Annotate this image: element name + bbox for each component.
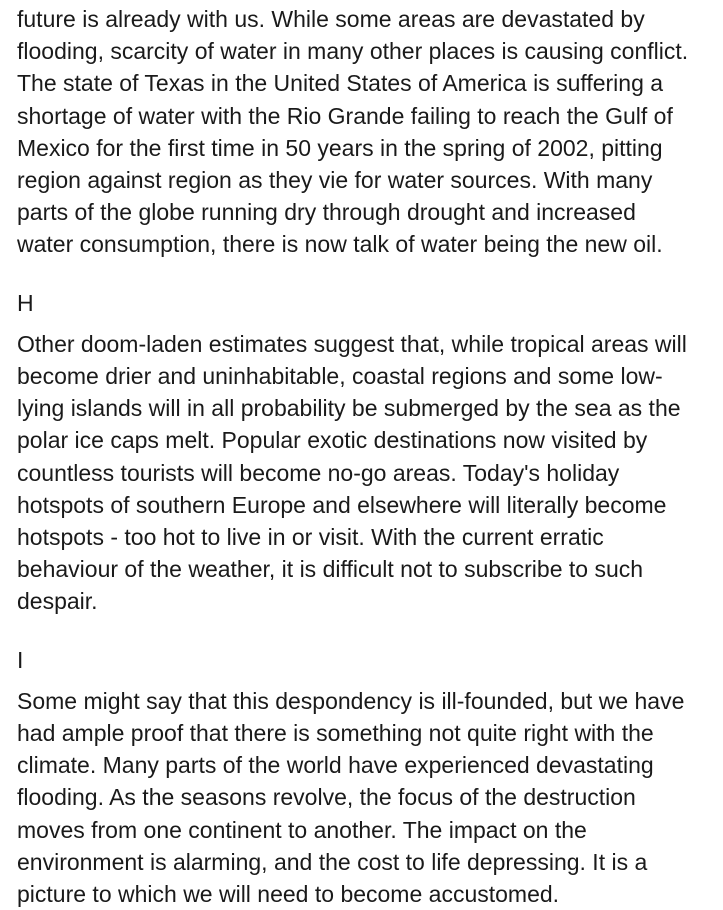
document-page bbox=[17, 3, 721, 910]
paragraph-g-continuation: future is already with us. While some areas are devastated by flooding, scarcity of water in many other places is causing conflict. The state of Texas in the United States of America is suffering a shortage of water with the Rio Grande failing to reach the Gulf of Mexico for the first time in 50 years in the spring of 2002, pitting region against region as they vie for water sources. With many parts of the globe running dry through drought and increased water consumption, there is now talk of water being the new oil. bbox=[17, 6, 689, 258]
paragraph-i: Some might say that this despondency is ill-founded, but we have had ample proof that there is something not quite right with the climate. Many parts of the world have experienced devastating flooding. As the seasons revolve, the focus of the destruction moves from one continent to another. The impact on the environment is alarming, and the cost to life depressing. It is a picture to which we will need to become accustomed. bbox=[17, 687, 685, 908]
section-letter-i: I bbox=[17, 646, 24, 673]
section-letter-h: H bbox=[17, 289, 34, 316]
paragraph-h: Other doom-laden estimates suggest that, while tropical areas will become drier and uninhabitable, coastal regions and some low- lying islands will in all probability be submerged by the sea as the polar ice caps melt. Popular exotic destinations now visited by countless tourists will become no-go areas. Today's holiday hotspots of southern Europe and elsewhere will literally become hotspots - too hot to live in or visit. With the current erratic behaviour of the weather, it is difficult not to subscribe to such despair. bbox=[17, 330, 687, 615]
